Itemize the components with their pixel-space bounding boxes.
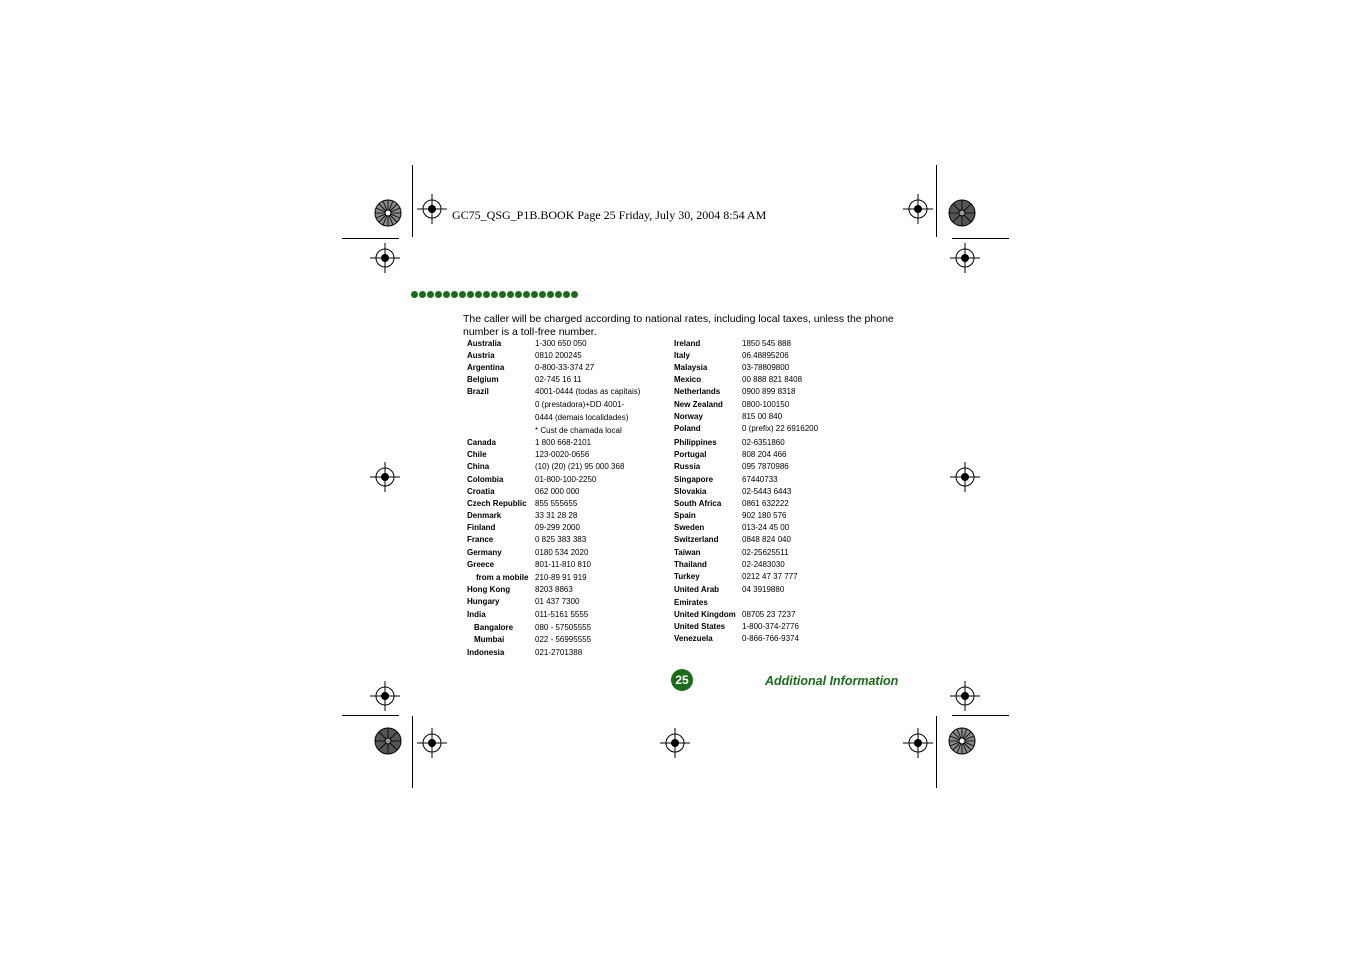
country-name: Canada <box>467 438 496 447</box>
phone-number: 0-800-33-374 27 <box>535 363 595 372</box>
rule-dot <box>459 291 466 298</box>
country-name: Italy <box>674 351 691 360</box>
rule-dot <box>531 291 538 298</box>
phone-number: (10) (20) (21) 95 000 368 <box>535 462 625 471</box>
phone-number: 855 555655 <box>535 499 578 508</box>
registration-mark-icon <box>950 243 980 273</box>
country-name: Portugal <box>674 450 707 459</box>
phone-number: 01 437 7300 <box>535 597 580 606</box>
phone-number: 8203 8863 <box>535 585 573 594</box>
rule-dot <box>491 291 498 298</box>
phone-number: 08705 23 7237 <box>742 610 796 619</box>
phone-number: 062 000 000 <box>535 487 580 496</box>
phone-number: 03-78809800 <box>742 363 790 372</box>
phone-number: 1-800-374-2776 <box>742 622 799 631</box>
phone-number: 1 800 668-2101 <box>535 438 592 447</box>
phone-number: 33 31 28 28 <box>535 511 578 520</box>
country-name: Sweden <box>674 523 705 532</box>
phone-number: 808 204 466 <box>742 450 787 459</box>
country-name: China <box>467 462 490 471</box>
phone-number: 011-5161 5555 <box>535 610 589 619</box>
country-name: Venezuela <box>674 634 713 643</box>
country-name: Turkey <box>674 572 700 581</box>
phone-number: 815 00 840 <box>742 412 783 421</box>
phone-number: 06.48895206 <box>742 351 789 360</box>
phone-number: 02-6351860 <box>742 438 785 447</box>
phone-number: 0861 632222 <box>742 499 789 508</box>
crop-line <box>952 715 1009 716</box>
phone-number: 1850 545 888 <box>742 339 791 348</box>
rule-dot <box>451 291 458 298</box>
rule-dot <box>411 291 418 298</box>
registration-mark-icon <box>950 681 980 711</box>
registration-mark-icon <box>370 681 400 711</box>
phone-number: 01-800-100-2250 <box>535 475 597 484</box>
country-name: India <box>467 610 486 619</box>
phone-number: * Cust de chamada local <box>535 426 622 435</box>
rule-dot <box>507 291 514 298</box>
rule-dot <box>443 291 450 298</box>
registration-mark-icon <box>370 243 400 273</box>
registration-mark-icon <box>370 462 400 492</box>
phone-number: 801-11-810 810 <box>535 560 591 569</box>
rule-dot <box>571 291 578 298</box>
starburst-target-icon <box>374 199 402 227</box>
country-name: Mumbai <box>474 635 505 644</box>
rule-dot <box>499 291 506 298</box>
phone-number: 4001-0444 (todas as capitais) <box>535 387 641 396</box>
country-name: Russia <box>674 462 701 471</box>
country-name: Greece <box>467 560 495 569</box>
rule-dot <box>547 291 554 298</box>
country-name: Poland <box>674 424 701 433</box>
page-number-badge: 25 <box>671 669 693 691</box>
rule-dot <box>563 291 570 298</box>
registration-mark-icon <box>903 194 933 224</box>
country-name: Germany <box>467 548 502 557</box>
rule-dot <box>427 291 434 298</box>
phone-number: 080 - 57505555 <box>535 623 592 632</box>
country-name: Indonesia <box>467 648 505 657</box>
print-header: GC75_QSG_P1B.BOOK Page 25 Friday, July 30, 2004 8:54 AM <box>452 208 767 222</box>
country-name: Malaysia <box>674 363 708 372</box>
country-name: Taiwan <box>674 548 701 557</box>
country-name: Austria <box>467 351 495 360</box>
phone-number: 0 (prefix) 22 6916200 <box>742 424 819 433</box>
rule-dot <box>523 291 530 298</box>
registration-mark-icon <box>950 462 980 492</box>
country-name: Singapore <box>674 475 714 484</box>
rule-dot <box>555 291 562 298</box>
section-title: Additional Information <box>765 674 899 688</box>
phone-number: 0 825 383 383 <box>535 535 587 544</box>
phone-number: 0180 534 2020 <box>535 548 589 557</box>
country-name: Emirates <box>674 598 708 607</box>
country-name: Switzerland <box>674 535 719 544</box>
country-name: Mexico <box>674 375 702 384</box>
phone-number: 1-300 650 050 <box>535 339 587 348</box>
country-name: United Arab <box>674 585 720 594</box>
phone-number: 0900 899 8318 <box>742 387 796 396</box>
rule-dot <box>467 291 474 298</box>
country-name: Finland <box>467 523 496 532</box>
phone-number: 021-2701388 <box>535 648 583 657</box>
phone-number: 02-2483030 <box>742 560 785 569</box>
registration-mark-icon <box>417 728 447 758</box>
country-name: Spain <box>674 511 696 520</box>
rule-dot <box>435 291 442 298</box>
crop-line <box>952 238 1009 239</box>
phone-number: 02-5443 6443 <box>742 487 792 496</box>
phone-number: 013-24 45 00 <box>742 523 790 532</box>
rule-dot <box>419 291 426 298</box>
country-name: Denmark <box>467 511 502 520</box>
country-name: New Zealand <box>674 400 723 409</box>
phone-number: 00 888 821 8408 <box>742 375 803 384</box>
phone-number: 02-745 16 11 <box>535 375 582 384</box>
phone-number: 123-0020-0656 <box>535 450 590 459</box>
phone-number: 04 3919880 <box>742 585 785 594</box>
country-name: France <box>467 535 494 544</box>
rule-dot <box>475 291 482 298</box>
crop-line <box>412 165 413 237</box>
phone-number: 0800-100150 <box>742 400 790 409</box>
crop-line <box>342 238 399 239</box>
country-name: Argentina <box>467 363 505 372</box>
dotted-rule <box>411 291 578 298</box>
country-name: United States <box>674 622 726 631</box>
rule-dot <box>515 291 522 298</box>
intro-paragraph: The caller will be charged according to national rates, including local taxes, unless the phone number is a toll-free number. <box>463 313 894 338</box>
phone-number: 0212 47 37 777 <box>742 572 798 581</box>
phone-number: 67440733 <box>742 475 778 484</box>
country-name: Chile <box>467 450 487 459</box>
registration-mark-icon <box>660 728 690 758</box>
phone-number: 02-25625511 <box>742 548 789 557</box>
country-name: Norway <box>674 412 703 421</box>
country-name: Czech Republic <box>467 499 527 508</box>
registration-mark-icon <box>903 728 933 758</box>
country-name: from a mobile <box>476 573 529 582</box>
rule-dot <box>483 291 490 298</box>
country-name: South Africa <box>674 499 722 508</box>
country-name: Netherlands <box>674 387 721 396</box>
starburst-target-icon <box>374 727 402 755</box>
phone-number: 902 180 576 <box>742 511 787 520</box>
phone-number: 0848 824 040 <box>742 535 791 544</box>
country-name: Croatia <box>467 487 495 496</box>
phone-number: 0-866-766-9374 <box>742 634 799 643</box>
phone-number: 09-299 2000 <box>535 523 580 532</box>
country-name: Belgium <box>467 375 499 384</box>
country-name: Hong Kong <box>467 585 511 594</box>
phone-number: 0444 (demais localidades) <box>535 413 629 422</box>
country-name: United Kingdom <box>674 610 736 619</box>
phone-number: 095 7870986 <box>742 462 789 471</box>
rule-dot <box>539 291 546 298</box>
country-name: Brazil <box>467 387 489 396</box>
country-name: Thailand <box>674 560 707 569</box>
phone-number: 0810 200245 <box>535 351 582 360</box>
country-name: Philippines <box>674 438 717 447</box>
registration-mark-icon <box>417 194 447 224</box>
country-name: Australia <box>467 339 502 348</box>
phone-number: 0 (prestadora)+DD 4001- <box>535 400 625 409</box>
country-name: Bangalore <box>474 623 514 632</box>
country-name: Hungary <box>467 597 500 606</box>
country-name: Colombia <box>467 475 504 484</box>
crop-line <box>936 165 937 237</box>
crop-line <box>412 716 413 788</box>
country-name: Ireland <box>674 339 701 348</box>
starburst-target-icon <box>948 199 976 227</box>
starburst-target-icon <box>948 727 976 755</box>
country-name: Slovakia <box>674 487 707 496</box>
phone-number: 210-89 91 919 <box>535 573 587 582</box>
phone-number: 022 - 56995555 <box>535 635 592 644</box>
crop-line <box>342 715 399 716</box>
crop-line <box>936 716 937 788</box>
